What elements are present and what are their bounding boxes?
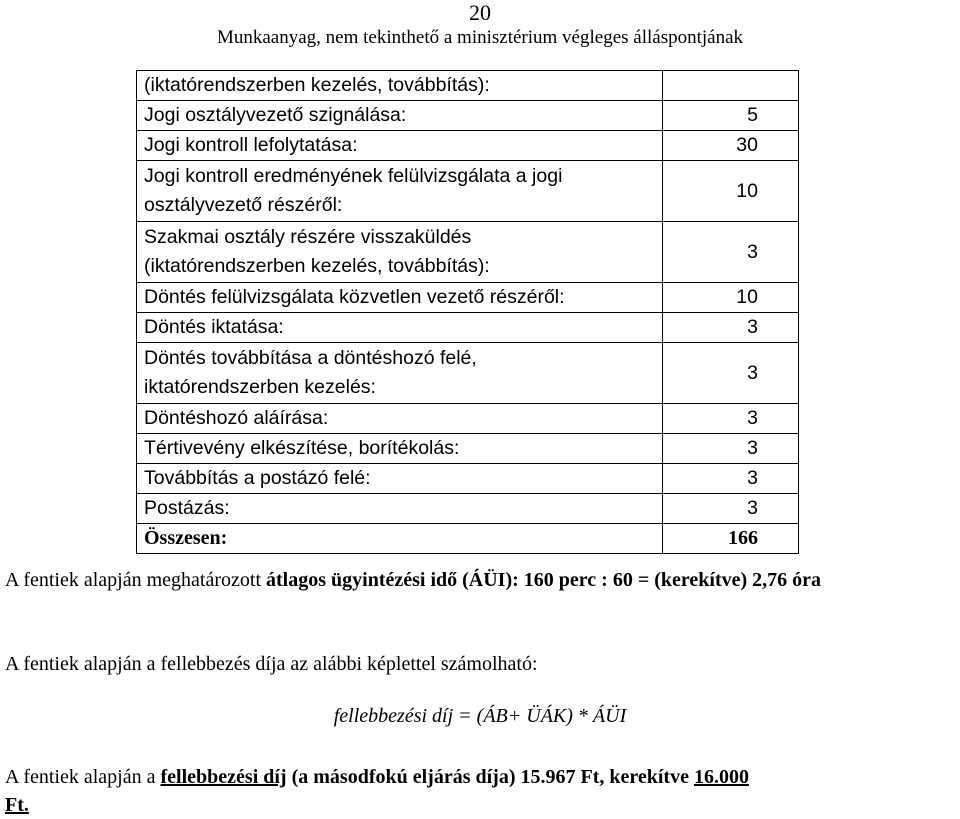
- table-row: [137, 464, 799, 494]
- fee-formula: fellebbezési díj = (ÁB+ ÜÁK) * ÁÜI: [333, 705, 627, 727]
- row-label: (iktatórendszerben kezelés, továbbítás):: [137, 71, 663, 101]
- table-row: [137, 161, 799, 222]
- paragraph3-rounded-amount: 16.000: [693, 766, 749, 788]
- paragraph1-bold: átlagos ügyintézési idő (ÁÜI): 160 perc : 60 = (kerekítve) 2,76 óra: [266, 569, 822, 591]
- row-label: [137, 343, 663, 404]
- row-label-line2: osztályvezető részéről:: [144, 194, 343, 216]
- table-row: [137, 313, 799, 343]
- table-row: [137, 222, 799, 283]
- paragraph3-middle: (a másodfokú eljárás díja) 15.967 Ft, kerekítve: [286, 766, 694, 788]
- row-label-line1: Döntés továbbítása a döntéshozó felé,: [144, 347, 477, 369]
- row-label-line1: Jogi kontroll eredményének felülvizsgálata a jogi: [144, 165, 563, 187]
- row-value: 5: [663, 101, 799, 131]
- row-label-line2: iktatórendszerben kezelés:: [144, 376, 376, 398]
- formula-intro-paragraph: A fentiek alapján a fellebbezés díja az alábbi képlettel számolható:: [5, 653, 538, 675]
- table-row: [137, 494, 799, 524]
- fee-calculation-table: [136, 70, 799, 554]
- row-label: Továbbítás a postázó felé:: [137, 464, 663, 494]
- row-label-line2: (iktatórendszerben kezelés, továbbítás):: [144, 255, 490, 277]
- paragraph3-currency: Ft.: [5, 794, 29, 816]
- row-value: 3: [663, 343, 799, 404]
- row-label: Döntéshozó aláírása:: [137, 404, 663, 434]
- table-total-row: [137, 524, 799, 554]
- table-row: [137, 131, 799, 161]
- row-label: Döntés felülvizsgálata közvetlen vezető részéről:: [137, 283, 663, 313]
- row-value: 3: [663, 434, 799, 464]
- row-label-line1: Szakmai osztály részére visszaküldés: [144, 226, 472, 248]
- row-label: Jogi kontroll lefolytatása:: [137, 131, 663, 161]
- row-value: 10: [663, 161, 799, 222]
- table-row: [137, 404, 799, 434]
- fee-result-paragraph: [5, 763, 957, 819]
- average-processing-time-paragraph: [5, 566, 957, 594]
- table-row: [137, 101, 799, 131]
- row-value: 10: [663, 283, 799, 313]
- row-value: 30: [663, 131, 799, 161]
- paragraph1-prefix: A fentiek alapján meghatározott: [5, 569, 267, 591]
- row-label: Postázás:: [137, 494, 663, 524]
- paragraph3-prefix: A fentiek alapján a: [5, 766, 161, 788]
- table-row: [137, 283, 799, 313]
- row-label: [137, 161, 663, 222]
- row-label: Döntés iktatása:: [137, 313, 663, 343]
- row-label: Jogi osztályvezető szignálása:: [137, 101, 663, 131]
- row-value: 3: [663, 464, 799, 494]
- paragraph3-underlined-term: fellebbezési díj: [160, 766, 287, 788]
- total-label: Összesen:: [137, 524, 663, 554]
- row-label: Tértivevény elkészítése, borítékolás:: [137, 434, 663, 464]
- row-value: 3: [663, 222, 799, 283]
- total-value: 166: [663, 524, 799, 554]
- row-label: [137, 222, 663, 283]
- row-value: 3: [663, 313, 799, 343]
- table-row: [137, 71, 799, 101]
- row-value: 3: [663, 404, 799, 434]
- table-row: [137, 434, 799, 464]
- table-row: [137, 343, 799, 404]
- page-number: 20: [469, 0, 491, 25]
- page-header-subtitle: Munkaanyag, nem tekinthető a minisztérium végleges álláspontjának: [216, 27, 744, 48]
- row-value: 3: [663, 494, 799, 524]
- row-value: [663, 71, 799, 101]
